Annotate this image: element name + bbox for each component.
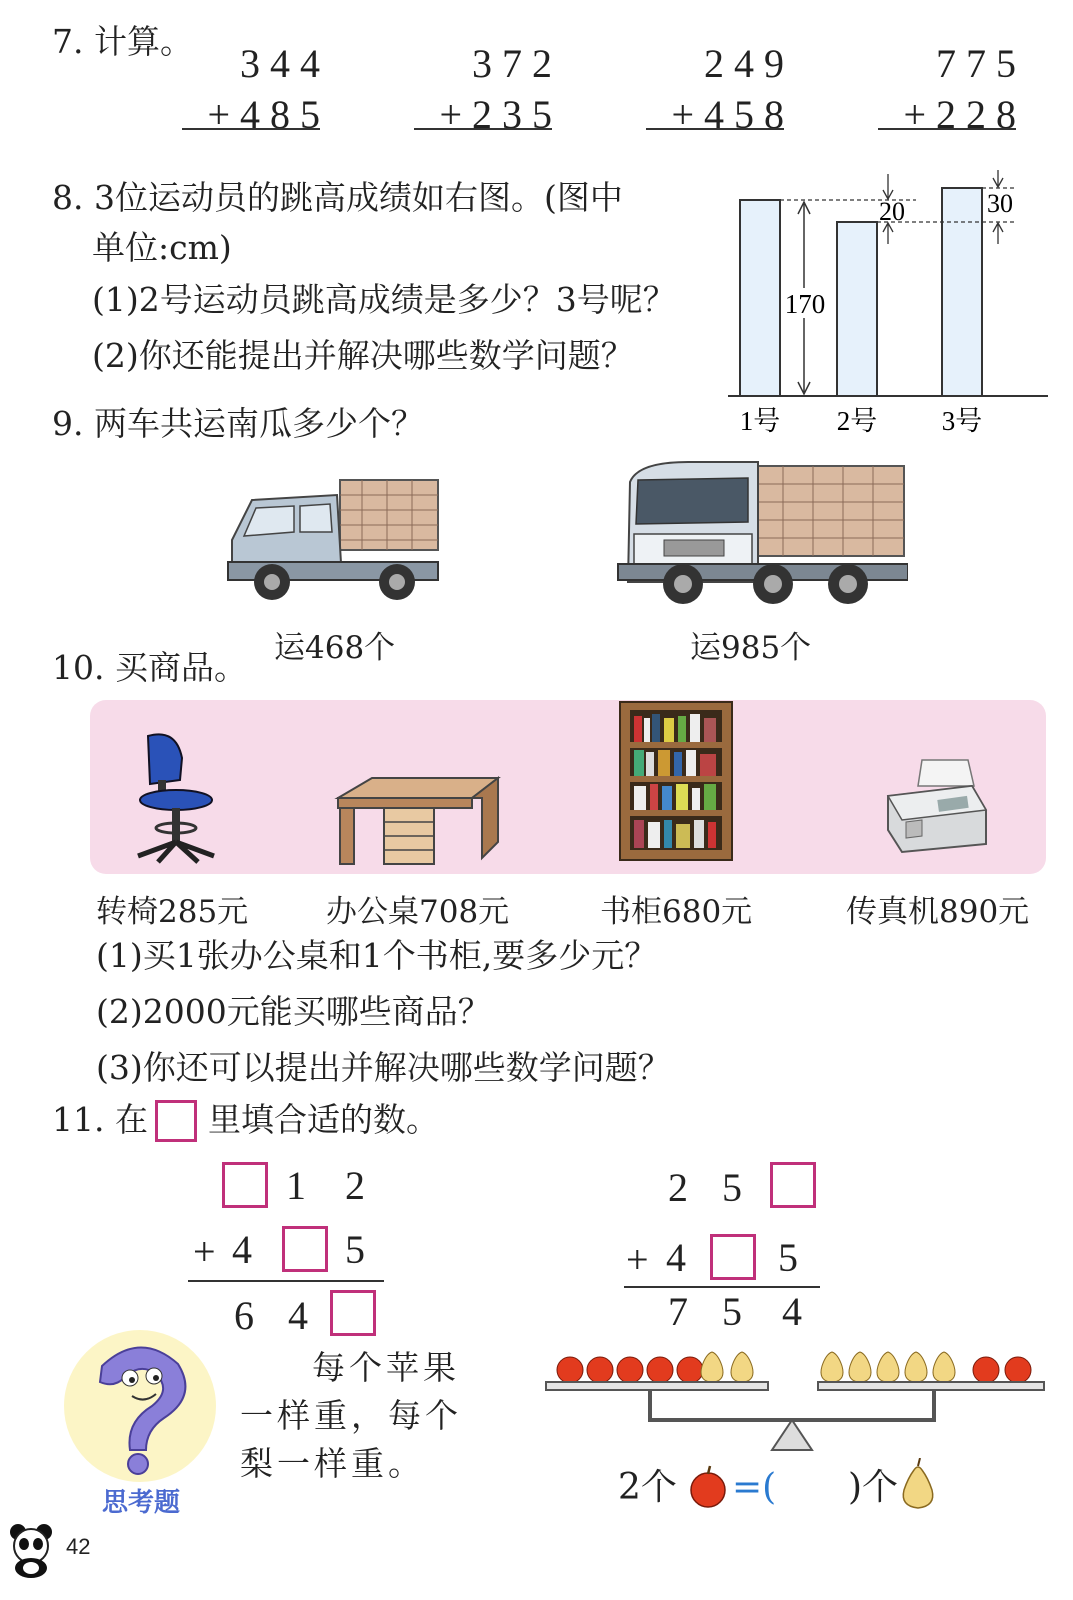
office-desk-icon — [332, 772, 502, 868]
q7-title: 7. 计算。 — [52, 22, 193, 61]
answer-box-left-result[interactable] — [330, 1290, 376, 1336]
large-truck-icon — [608, 452, 908, 612]
q10-title: 10. 买商品。 — [52, 648, 247, 687]
high-jump-chart — [720, 168, 1050, 443]
sum-line — [878, 128, 1016, 130]
digit: 4 — [782, 1289, 812, 1334]
sum-line — [182, 128, 320, 130]
answer-blank[interactable] — [786, 1470, 846, 1508]
q10-sub1: (1)买1张办公桌和1个书柜,要多少元？ — [96, 936, 658, 975]
balance-scale-icon — [540, 1340, 1050, 1460]
digit: 2 — [345, 1163, 375, 1208]
sum-line — [188, 1280, 384, 1282]
bar-1 — [740, 200, 780, 396]
x-label-3: 3号 — [941, 406, 983, 436]
fax-machine-icon — [882, 756, 992, 856]
digit: 4 — [666, 1235, 696, 1280]
digit: 5 — [345, 1227, 375, 1272]
q10-sub3: (3)你还可以提出并解决哪些数学问题？ — [96, 1048, 671, 1087]
product-desk-price: 办公桌708元 — [326, 894, 510, 930]
x-label-2: 2号 — [836, 406, 878, 436]
label-170: 170 — [784, 289, 826, 319]
digit: 5 — [778, 1235, 808, 1280]
digit: 4 — [288, 1293, 318, 1338]
digit: 7 — [668, 1289, 698, 1334]
addend-bottom: +235 — [439, 92, 562, 137]
q7-problem-1 — [180, 40, 330, 138]
digit: 2 — [668, 1165, 698, 1210]
product-chair-price: 转椅285元 — [96, 894, 249, 930]
q7-problem-3 — [644, 40, 794, 138]
addend-bottom: +485 — [207, 92, 330, 137]
equation-prefix: 2个 — [618, 1467, 677, 1508]
addend-top: 775 — [936, 41, 1026, 86]
sum-line — [414, 128, 552, 130]
q7-problem-4 — [876, 40, 1026, 138]
q9-title: 9. 两车共运南瓜多少个？ — [52, 404, 424, 443]
digit: 1 — [286, 1163, 316, 1208]
truck1-label: 运468个 — [274, 630, 396, 666]
digit: 5 — [722, 1165, 752, 1210]
x-label-1: 1号 — [739, 406, 781, 436]
think-line3: 梨一样重。 — [240, 1444, 425, 1483]
q8-line2: 单位:cm) — [92, 228, 232, 267]
digit: 6 — [234, 1293, 264, 1338]
page-number: 42 — [66, 1534, 91, 1559]
digit: 4 — [232, 1227, 262, 1272]
swivel-chair-icon — [118, 728, 228, 868]
label-30: 30 — [987, 189, 1013, 218]
q11-title-prefix: 11. 在 — [52, 1100, 148, 1139]
addend-bottom: +458 — [671, 92, 794, 137]
q8-sub1: (1)2号运动员跳高成绩是多少？3号呢？ — [92, 280, 676, 319]
product-fax-price: 传真机890元 — [846, 894, 1030, 930]
answer-box-right-mid[interactable] — [710, 1234, 756, 1280]
answer-box-left-top[interactable] — [222, 1162, 268, 1208]
sum-line — [646, 128, 784, 130]
equation-eq: =( — [732, 1467, 777, 1508]
bar-3 — [942, 188, 982, 396]
addend-top: 249 — [704, 41, 794, 86]
answer-box-right-top[interactable] — [770, 1162, 816, 1208]
equation-suffix: )个 — [848, 1467, 899, 1508]
left-pan-fruits — [557, 1352, 753, 1383]
small-truck-icon — [222, 470, 442, 610]
think-line1: 每个苹果 — [312, 1348, 460, 1387]
q11-title-suffix: 里填合适的数。 — [208, 1100, 439, 1139]
right-pan-fruits — [821, 1352, 1031, 1383]
product-bookcase-price: 书柜680元 — [600, 894, 753, 930]
q8-line1: 8. 3位运动员的跳高成绩如右图。(图中 — [52, 178, 623, 217]
addend-top: 344 — [240, 41, 330, 86]
plus-sign: + — [626, 1237, 659, 1282]
pear-icon — [898, 1458, 938, 1510]
think-badge: 思考题 — [102, 1488, 181, 1518]
bookcase-icon — [618, 700, 734, 862]
q7-problem-2 — [412, 40, 562, 138]
q8-sub2: (2)你还能提出并解决哪些数学问题？ — [92, 336, 634, 375]
answer-box-left-mid[interactable] — [282, 1226, 328, 1272]
think-line2: 一样重，每个 — [240, 1396, 462, 1435]
truck2-label: 运985个 — [690, 630, 812, 666]
addend-bottom: +228 — [903, 92, 1026, 137]
plus-sign: + — [193, 1229, 226, 1274]
digit: 5 — [722, 1289, 752, 1334]
q10-sub2: (2)2000元能买哪些商品？ — [96, 992, 491, 1031]
label-20: 20 — [879, 197, 905, 226]
panda-icon — [2, 1522, 60, 1580]
apple-icon — [686, 1464, 730, 1508]
addend-top: 372 — [472, 41, 562, 86]
bar-2 — [837, 222, 877, 396]
example-answer-box — [155, 1100, 197, 1142]
